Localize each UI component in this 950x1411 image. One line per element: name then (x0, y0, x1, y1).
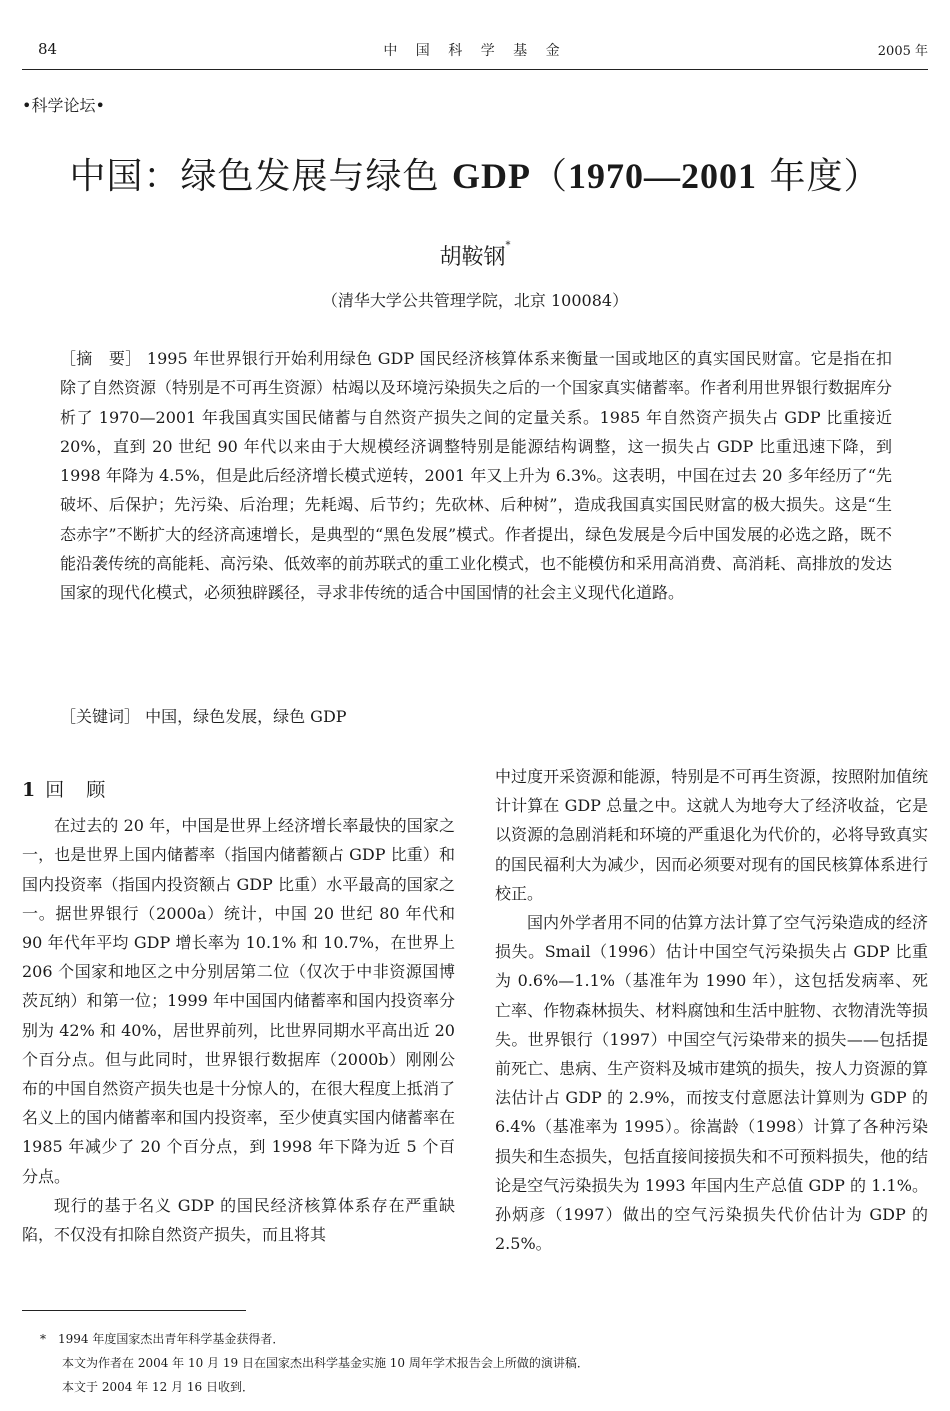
abstract: ［摘 要］ 1995 年世界银行开始利用绿色 GDP 国民经济核算体系来衡量一国或地区的真实国民财富。它是指在扣除了自然资源（特别是不可再生资源）枯竭以及环境污染损失之后的一个国家真实储蓄率。作者利用世界银行数据库分析了 1970—2001 年我国真实国民储蓄与自然资产损失之间的定量关系。1985 年自然资产损失占 GDP 比重接近 20%，直到 20 世纪 90 年代以来由于大规模经济调整特别是能源结构调整，这一损失占 GDP 比重迅速下降，到 1998 年降为 4.5%，但是此后经济增长模式逆转，2001 年又上升为 6.3%。这表明，中国在过去 20 多年经历了“先破坏、后保护；先污染、后治理；先耗竭、后节约；先砍林、后种树”，造成我国真实国民财富的极大损失。这是“生态赤字”不断扩大的经济高速增长，是典型的“黑色发展”模式。作者提出，绿色发展是今后中国发展的必选之路，既不能沿袭传统的高能耗、高污染、低效率的前苏联式的重工业化模式，也不能模仿和采用高消费、高消耗、高排放的发达国家的现代化模式，必须独辟蹊径，寻求非传统的适合中国国情的社会主义现代化道路。 (60, 349, 893, 603)
paragraph: 中过度开采资源和能源，特别是不可再生资源，按照附加值统计计算在 GDP 总量之中。这就人为地夸大了经济收益，它是以资源的急剧消耗和环境的严重退化为代价的，必将导致真实的国民福利大为减少，因而必须要对现有的国民核算体系进行校正。 (495, 767, 928, 903)
paragraph: 在过去的 20 年，中国是世界上经济增长率最快的国家之一，也是世界上国内储蓄率（指国内储蓄额占 GDP 比重）和国内投资率（指国内投资额占 GDP 比重）水平最高的国家之一。据世界银行（2000a）统计，中国 20 世纪 80 年代和 90 年代年平均 GDP 增长率为 10.1% 和 10.7%，在世界上 206 个国家和地区之中分别居第二位（仅次于中非资源国博茨瓦纳）和第一位；1999 年中国国内储蓄率和国内投资率分别为 42% 和 40%，居世界前列，比世界同期水平高出近 20 个百分点。但与此同时，世界银行数据库（2000b）刚刚公布的中国自然资产损失也是十分惊人的，在很大程度上抵消了名义上的国内储蓄率和国内投资率，至少使真实国内储蓄率在 1985 年减少了 20 个百分点，到 1998 年下降为近 5 个百分点。 (22, 816, 455, 1186)
title-part-1: 中国：绿色发展与绿色 (69, 156, 452, 197)
title-part-4: 1970—2001 (568, 156, 757, 196)
keywords: ［关键词］ 中国，绿色发展，绿色 GDP (60, 707, 347, 726)
title-part-5: 年度） (757, 156, 881, 197)
journal-name: 中 国 科 学 基 金 (383, 43, 567, 59)
footnotes (40, 1327, 589, 1399)
section-number: 1 (22, 779, 36, 801)
body-column-left (22, 762, 455, 1249)
body-column-right (495, 762, 928, 1258)
affiliation: （清华大学公共管理学院，北京 100084） (321, 291, 629, 310)
section-title: 回 顾 (45, 779, 114, 801)
header-rule (22, 69, 928, 70)
paragraph: 国内外学者用不同的估算方法计算了空气污染造成的经济损失。Smail（1996）估计中国空气污染损失占 GDP 比重为 0.6%—1.1%（基准年为 1990 年），这包括发病率、死亡率、作物森林损失、材料腐蚀和生活中脏物、衣物清洗等损失。世界银行（1997）中国空气污染带来的损失——包括提前死亡、患病、生产资料及城市建筑的损失，按人力资源的算法估计占 GDP 的 2.9%，而按支付意愿法计算则为 GDP 的 6.4%（基准率为 1995）。徐嵩龄（1998）计算了各种污染损失和生态损失，包括直接间接损失和不可预料损失，他的结论是空气污染损失为 1993 年国内生产总值 GDP 的 1.1%。孙炳彦（1997）做出的空气污染损失代价估计为 GDP 的 2.5%。 (495, 913, 928, 1254)
page-number: 84 (38, 40, 58, 58)
footnote: * 1994 年度国家杰出青年科学基金获得者． (40, 1332, 285, 1346)
paper-title (0, 148, 950, 199)
footnote: 本文为作者在 2004 年 10 月 19 日在国家杰出科学基金实施 10 周年学术报告会上所做的演讲稿． (62, 1356, 589, 1370)
section-heading (22, 776, 455, 805)
author-name: 胡鞍钢 (439, 245, 506, 270)
title-part-3: （ (530, 156, 568, 197)
journal-year: 2005 年 (877, 44, 928, 59)
author (0, 240, 950, 271)
author-footnote-mark: * (505, 240, 511, 251)
title-part-2: GDP (451, 156, 531, 196)
section-label: •科学论坛• (22, 96, 105, 115)
paragraph: 现行的基于名义 GDP 的国民经济核算体系存在严重缺陷，不仅没有扣除自然资产损失，而且将其 (22, 1195, 455, 1245)
footnote: 本文于 2004 年 12 月 16 日收到． (62, 1380, 254, 1394)
footnote-rule (22, 1310, 246, 1311)
